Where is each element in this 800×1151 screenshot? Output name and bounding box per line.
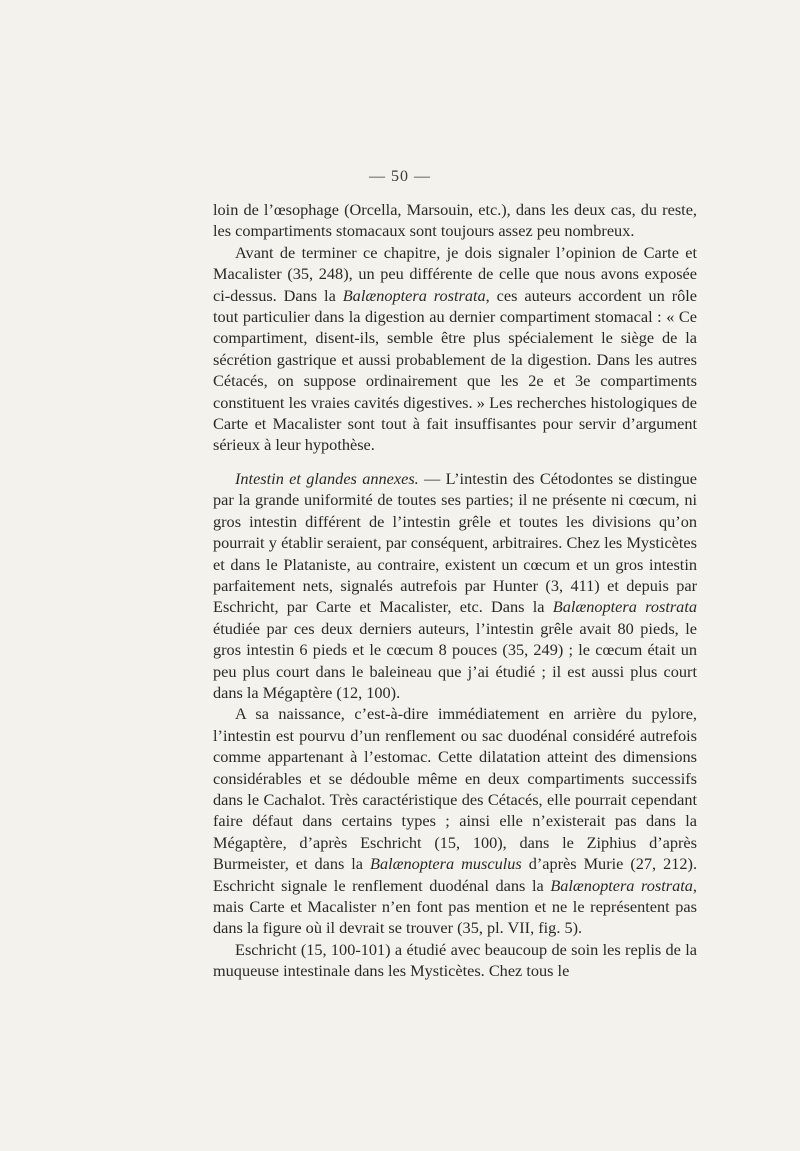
text-run: — L’intestin des Cétodontes se distingue par la grande uniformité de toutes ses parties; il ne présente ni cœcum, ni gros intestin différent de l’intestin grêle et toutes les divisions qu’on pourrait y établir seraient, par conséquent, arbitraires. Chez les Mysticètes et dans le Plataniste, au contraire, existent un cœcum et un gros intestin parfaitement nets, signalés autrefois par Hunter (3, 411) et depuis par Eschricht, par Carte et Macalister, etc. Dans la — [213, 468, 698, 617]
text-run: Avant de terminer ce chapitre, je dois signaler l’opinion de Carte et Macalister (35, 248), un peu différente de celle que nous avons exposée ci-dessus. Dans la — [213, 242, 697, 305]
italic-run: Balænoptera rostrata — [550, 875, 693, 895]
italic-run: Balænoptera rostrata — [552, 597, 697, 617]
body-text — [213, 199, 697, 982]
text-run: étudiée par ces deux derniers auteurs, l’intestin grêle avait 80 pieds, le gros intestin 6 pieds et le cœcum 8 pouces (35, 249) ; le cœcum était un peu plus court dans le baleineau que j’ai étudié ; il est aussi plus court dans la Mégaptère (12, 100). — [213, 618, 697, 702]
italic-run: Balænoptera musculus — [370, 854, 522, 874]
paragraph — [213, 703, 697, 938]
text-run: , mais Carte et Macalister n’en font pas mention et ne le représentent pas dans la figure où il devrait se trouver (35, pl. VII, fig. 5). — [213, 875, 697, 938]
page-number: — 50 — — [369, 168, 431, 185]
paragraph — [213, 199, 697, 242]
text-run: Eschricht (15, 100-101) a étudié avec beaucoup de soin les replis de la muqueuse intestinale dans les Mysticètes. Chez tous le — [213, 939, 697, 981]
italic-run: Intestin et glandes annexes. — [235, 468, 419, 488]
text-run: d’après Murie (27, 212). Eschricht signale le renflement duodénal dans la — [213, 854, 698, 895]
text-run: A sa naissance, c’est-à-dire immédiatement en arrière du pylore, l’intestin est pourvu d’un renflement ou sac duodénal considéré autrefois comme appartenant à l’estomac. Cette dilatation atteint des dimensions considérables et se dédouble même en deux compartiments successifs dans le Cachalot. Très caractéristique des Cétacés, elle pourrait cependant faire défaut dans certains types ; ainsi elle n’existerait pas dans la Mégaptère, d’après Eschricht (15, 100), dans le Ziphius d’après Burmeister, et dans la — [213, 704, 697, 874]
paragraph — [213, 468, 697, 703]
italic-run: Balænoptera rostrata — [342, 285, 486, 305]
paragraph — [213, 242, 697, 456]
text-run: loin de l’œsophage (Orcella, Marsouin, etc.), dans les deux cas, du reste, les compartiments stomacaux sont toujours assez peu nombreux. — [213, 200, 697, 241]
paragraph — [213, 939, 697, 982]
text-run: , ces auteurs accordent un rôle tout particulier dans la digestion au dernier compartiment stomacal : « Ce compartiment, disent-ils, semble être plus spécialement le siège de la sécrétion gastrique et aussi probablement de la digestion. Dans les autres Cétacés, on suppose ordinairement que les 2e et 3e compartiments constituent les vraies cavités digestives. » Les recherches histologiques de Carte et Macalister sont tout à fait insuffisantes pour servir d’argument sérieux à leur hypothèse. — [213, 285, 698, 455]
